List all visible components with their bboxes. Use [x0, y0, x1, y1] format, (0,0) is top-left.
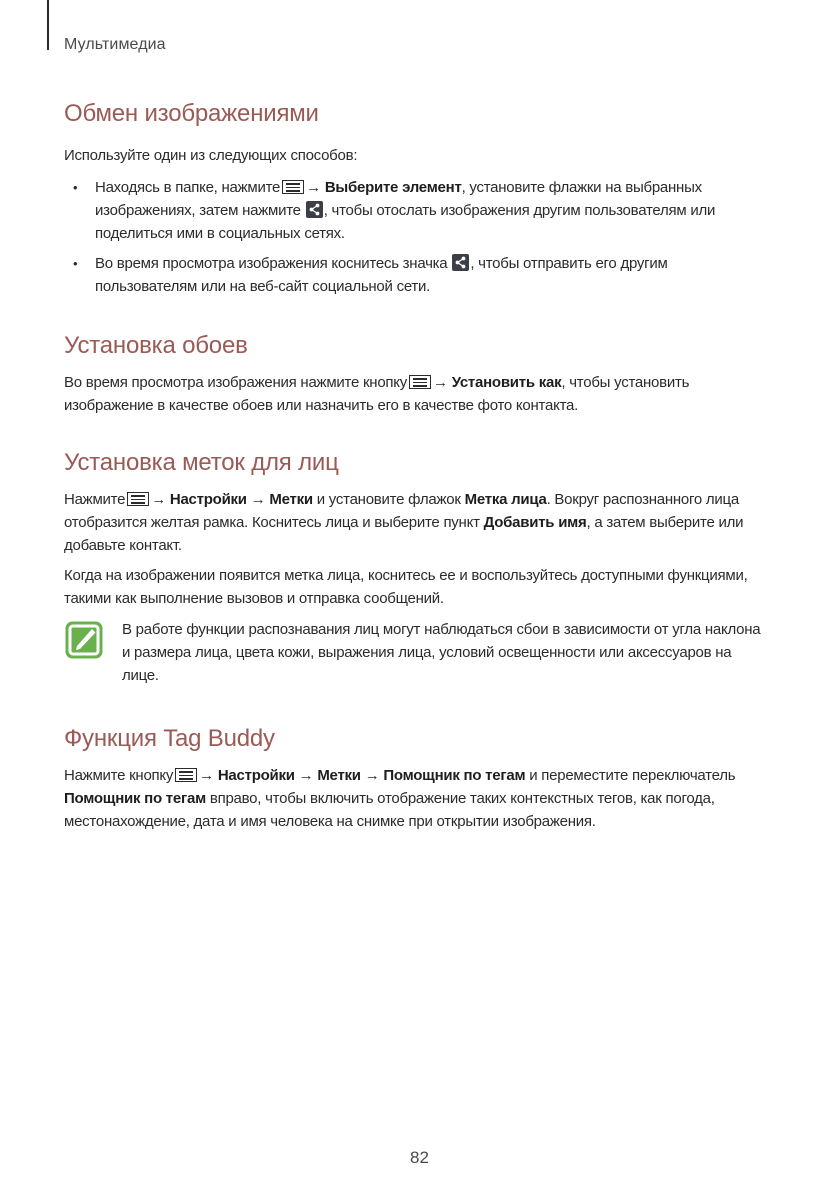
share-icon — [452, 254, 469, 271]
menu-icon — [175, 768, 197, 782]
option-face-tag: Метка лица — [464, 491, 547, 508]
margin-rule — [47, 0, 49, 50]
note-block — [64, 618, 764, 687]
menu-option-tags: Метки — [317, 767, 361, 784]
share-icon — [306, 201, 323, 218]
menu-option-select-item: Выберите элемент — [324, 179, 462, 196]
list-item: • Находясь в папке, нажмите → Выберите элемент, установите флажки на выбранных изображениях, затем нажмите , чтобы отослать изображения другим пользователям или поделиться ими в социальных сетях. — [64, 176, 764, 245]
running-header: Мультимедиа — [64, 36, 166, 53]
note-text: В работе функции распознавания лиц могут наблюдаться сбои в зависимости от угла наклона и размера лица, цвета кожи, выражения лица, условий освещенности или аксессуаров на лице. — [122, 621, 761, 684]
menu-icon — [282, 180, 304, 194]
menu-option-tag-buddy: Помощник по тегам — [383, 767, 526, 784]
face-tag-text: Нажмите → Настройки → Метки и установите флажок Метка лица. Вокруг распознанного лица отобразится желтая рамка. Коснитесь лица и выберите пункт Добавить имя, а затем выберите или добавьте контакт. — [64, 491, 744, 554]
section-title-face-tags: Установка меток для лиц — [64, 449, 339, 476]
menu-option-tags: Метки — [269, 491, 313, 508]
share-methods-list — [64, 176, 764, 298]
list-item: • Во время просмотра изображения коснитесь значка , чтобы отправить его другим пользователям или на веб-сайт социальной сети. — [64, 252, 764, 298]
tag-buddy-text: Нажмите кнопку → Настройки → Метки → Помощник по тегам и переместите переключатель Помощник по тегам вправо, чтобы включить отображение таких контекстных тегов, как погода, местонахождение, дата и имя человека на снимке при открытии изображения. — [64, 767, 736, 830]
option-add-name: Добавить имя — [483, 514, 587, 531]
menu-icon — [409, 375, 431, 389]
section-title-wallpaper: Установка обоев — [64, 332, 248, 359]
menu-option-set-as: Установить как — [451, 374, 562, 391]
section-title-share-images: Обмен изображениями — [64, 100, 319, 127]
menu-icon — [127, 492, 149, 506]
intro-text: Используйте один из следующих способов: — [64, 147, 358, 164]
note-icon — [64, 620, 104, 660]
menu-option-settings: Настройки — [217, 767, 295, 784]
page-number: 82 — [410, 1148, 429, 1167]
face-tag-usage-text: Когда на изображении появится метка лица, коснитесь ее и воспользуйтесь доступными функциями, такими как выполнение вызовов и отправка сообщений. — [64, 567, 748, 607]
menu-option-settings: Настройки — [169, 491, 247, 508]
wallpaper-text: Во время просмотра изображения нажмите кнопку → Установить как, чтобы установить изображение в качестве обоев или назначить его в качестве фото контакта. — [64, 374, 690, 414]
switch-tag-buddy: Помощник по тегам — [64, 790, 206, 807]
section-title-tag-buddy: Функция Tag Buddy — [64, 725, 275, 752]
page-content — [64, 100, 764, 833]
